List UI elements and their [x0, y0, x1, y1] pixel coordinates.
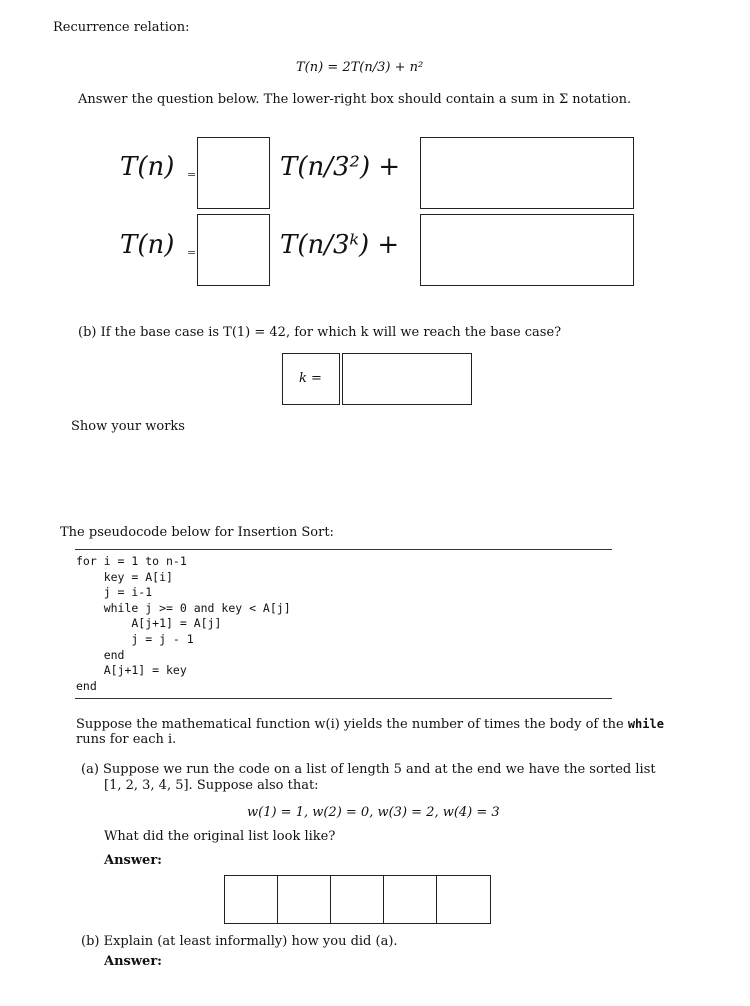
k-answer-box[interactable] — [342, 353, 472, 405]
row2-coefficient-box[interactable] — [197, 214, 270, 286]
insertion-heading: The pseudocode below for Insertion Sort: — [60, 525, 334, 540]
code-bottom-rule — [75, 698, 612, 699]
question-a: What did the original list look like? — [104, 829, 336, 844]
pseudocode-block: for i = 1 to n-1 key = A[i] j = i-1 while j >= 0 and key < A[j] A[j+1] = A[j] j = j - 1 end A[j+1] = key end — [76, 554, 291, 693]
suppose-line2: runs for each i. — [76, 732, 177, 747]
while-keyword: while — [627, 717, 664, 731]
row2-lhs: T(n) — [120, 230, 175, 260]
part-b-question: (b) Explain (at least informally) how you did (a). — [81, 934, 398, 949]
recurrence-part-b: (b) If the base case is T(1) = 42, for which k will we reach the base case? — [78, 325, 562, 340]
answer-cell[interactable] — [384, 876, 437, 923]
k-label: k = — [299, 371, 322, 386]
answer-label-b: Answer: — [104, 954, 162, 969]
answer-label-a: Answer: — [104, 853, 162, 868]
original-list-answer — [224, 875, 491, 924]
recurrence-instructions: Answer the question below. The lower-right box should contain a sum in Σ notation. — [78, 92, 632, 107]
row2-sum-box[interactable] — [420, 214, 634, 286]
row2-equals: = — [187, 246, 197, 259]
answer-cell[interactable] — [437, 876, 490, 923]
suppose-text: Suppose the mathematical function w(i) yields the number of times the body of the — [76, 717, 624, 732]
show-work-label: Show your works — [71, 419, 185, 434]
answer-cell[interactable] — [278, 876, 331, 923]
part-a-line1: (a) Suppose we run the code on a list of length 5 and at the end we have the sorted list — [81, 762, 656, 777]
row1-equals: = — [187, 168, 197, 181]
suppose-line1 — [76, 716, 664, 733]
recurrence-equation: T(n) = 2T(n/3) + n² — [296, 60, 424, 75]
row1-lhs: T(n) — [120, 152, 175, 182]
k-label-box — [282, 353, 340, 405]
code-top-rule — [75, 549, 612, 550]
part-a-line2: [1, 2, 3, 4, 5]. Suppose also that: — [104, 778, 319, 793]
row2-middle-term: T(n/3ᵏ) + — [280, 230, 400, 260]
row1-sum-box[interactable] — [420, 137, 634, 209]
answer-cell[interactable] — [331, 876, 384, 923]
answer-cell[interactable] — [225, 876, 278, 923]
row1-middle-term: T(n/3²) + — [280, 152, 401, 182]
row1-coefficient-box[interactable] — [197, 137, 270, 209]
recurrence-heading: Recurrence relation: — [53, 20, 190, 35]
w-values: w(1) = 1, w(2) = 0, w(3) = 2, w(4) = 3 — [247, 805, 500, 820]
